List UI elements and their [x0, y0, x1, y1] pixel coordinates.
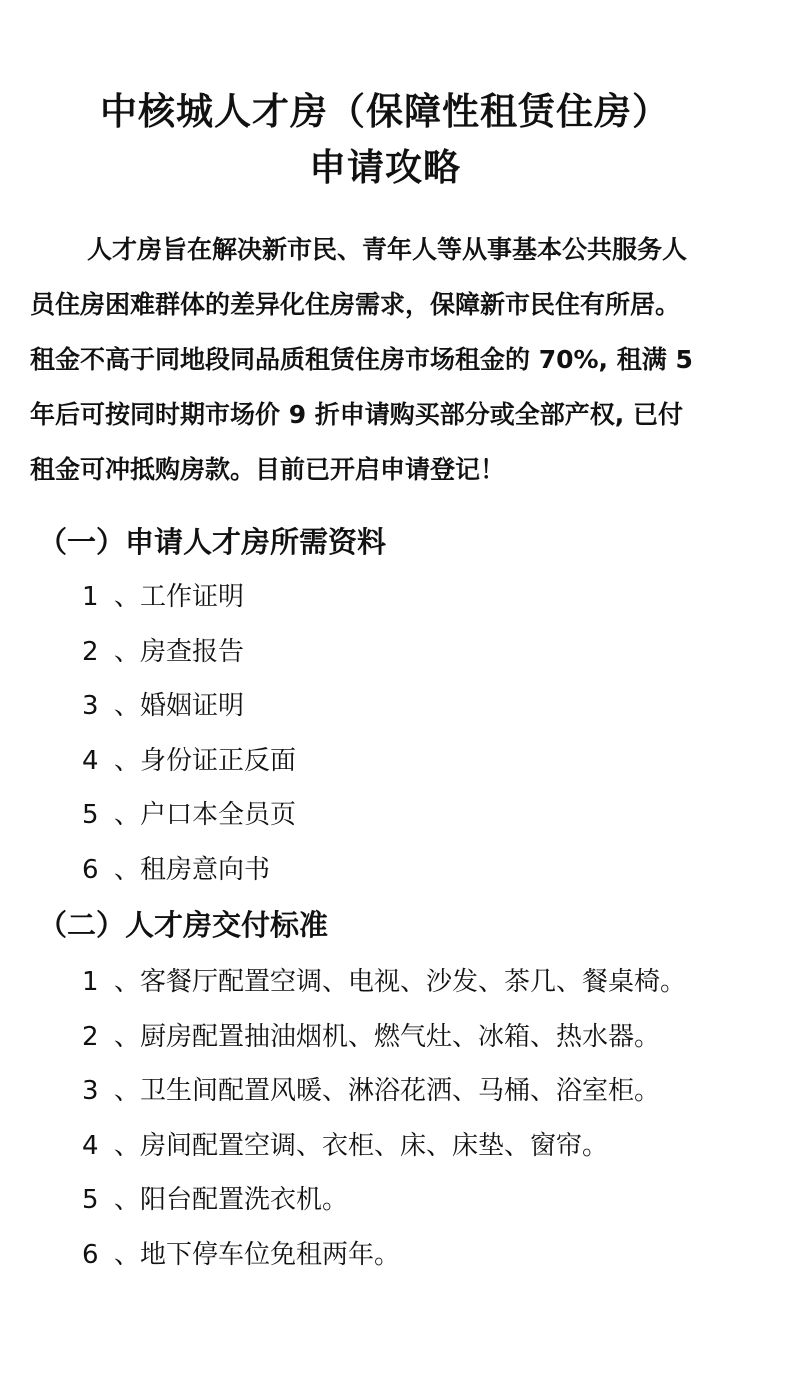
- item-separator: 、: [114, 1185, 141, 1215]
- item-text: 户口本全员页: [140, 800, 297, 830]
- list-item: [82, 1064, 686, 1119]
- delivery-standard-list: [82, 955, 686, 1282]
- item-separator: 、: [114, 854, 141, 885]
- document-title: 中核城人才房（保障性租赁住房）: [100, 90, 670, 133]
- item-separator: 、: [114, 967, 141, 997]
- item-separator: 、: [114, 582, 141, 612]
- intro-line: 年后可按同时期市场价 9 折申请购买部分或全部产权, 已付: [30, 400, 684, 429]
- list-item: [82, 1173, 686, 1228]
- item-text: 工作证明: [140, 582, 245, 612]
- item-separator: 、: [114, 745, 141, 776]
- list-item: [82, 734, 296, 789]
- list-item: [82, 625, 296, 680]
- item-text: 房间配置空调、衣柜、床、床垫、窗帘。: [140, 1130, 609, 1161]
- item-text: 房查报告: [140, 636, 245, 667]
- item-separator: 、: [114, 1076, 141, 1106]
- item-number: 1: [82, 582, 99, 612]
- item-separator: 、: [114, 1021, 141, 1052]
- list-item: [82, 1010, 686, 1065]
- section-heading-delivery-standard: （二）人才房交付标准: [38, 908, 329, 942]
- list-item: [82, 570, 296, 625]
- item-number: 2: [82, 1021, 99, 1052]
- item-number: 6: [82, 1239, 99, 1270]
- item-separator: 、: [114, 1130, 141, 1161]
- item-separator: 、: [114, 1239, 141, 1270]
- item-text: 身份证正反面: [140, 745, 297, 776]
- materials-list: [82, 570, 296, 897]
- item-separator: 、: [114, 636, 141, 667]
- item-text: 租房意向书: [140, 854, 271, 885]
- item-number: 5: [82, 800, 99, 830]
- item-number: 3: [82, 691, 99, 721]
- intro-line: 租金可冲抵购房款。目前已开启申请登记！: [30, 455, 506, 484]
- document-subtitle: 申请攻略: [309, 146, 461, 189]
- list-item: [82, 1228, 686, 1283]
- intro-paragraph: [30, 222, 770, 497]
- item-text: 卫生间配置风暖、淋浴花洒、马桶、浴室柜。: [140, 1076, 661, 1106]
- intro-line: 租金不高于同地段同品质租赁住房市场租金的 70%, 租满 5: [30, 345, 693, 374]
- item-text: 婚姻证明: [140, 691, 245, 721]
- item-text: 地下停车位免租两年。: [140, 1239, 401, 1270]
- list-item: [82, 788, 296, 843]
- intro-line: 员住房困难群体的差异化住房需求，保障新市民住有所居。: [30, 290, 681, 319]
- section-heading-materials: （一）申请人才房所需资料: [38, 525, 387, 559]
- intro-line: 人才房旨在解决新市民、青年人等从事基本公共服务人: [87, 235, 688, 264]
- list-item: [82, 1119, 686, 1174]
- item-separator: 、: [114, 691, 141, 721]
- list-item: [82, 679, 296, 734]
- item-number: 4: [82, 745, 99, 776]
- item-number: 3: [82, 1076, 99, 1106]
- item-number: 4: [82, 1130, 99, 1161]
- item-number: 6: [82, 854, 99, 885]
- item-text: 厨房配置抽油烟机、燃气灶、冰箱、热水器。: [140, 1021, 661, 1052]
- item-number: 1: [82, 967, 99, 997]
- item-text: 阳台配置洗衣机。: [140, 1185, 349, 1215]
- item-number: 2: [82, 636, 99, 667]
- item-number: 5: [82, 1185, 99, 1215]
- list-item: [82, 955, 686, 1010]
- item-text: 客餐厅配置空调、电视、沙发、茶几、餐桌椅。: [140, 967, 687, 997]
- list-item: [82, 843, 296, 898]
- item-separator: 、: [114, 800, 141, 830]
